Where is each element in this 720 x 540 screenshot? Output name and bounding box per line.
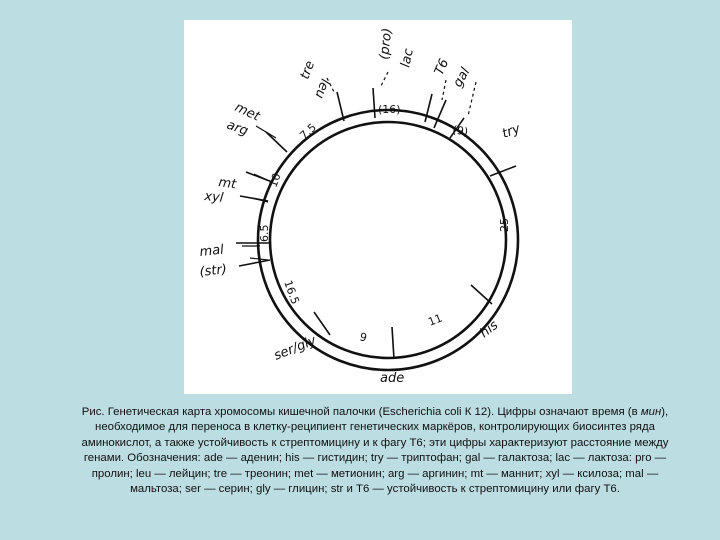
marker-ticks xyxy=(236,88,516,359)
tick-pro xyxy=(373,88,375,118)
label-try: try xyxy=(500,121,523,142)
label-xyl: xyl xyxy=(203,189,225,206)
time-16-5: 16.5 xyxy=(281,278,302,307)
tick-ade xyxy=(392,327,394,359)
label-ser-gly: ser/gly xyxy=(271,333,319,364)
time-10: 10 xyxy=(266,171,284,190)
guide-lac xyxy=(442,80,446,100)
label-gal: gal xyxy=(450,65,474,90)
tick-met xyxy=(266,132,287,152)
tick-tre xyxy=(337,92,344,121)
label-pro: (pro) xyxy=(377,27,396,61)
time-9b: 9 xyxy=(358,330,369,345)
time-11: 11 xyxy=(426,311,445,329)
time-6-5: 6.5 xyxy=(258,224,271,242)
time-7-5: 7.5 xyxy=(297,120,320,143)
label-str: (str) xyxy=(198,262,228,280)
label-leu: leu xyxy=(311,76,333,101)
tick-his xyxy=(471,285,492,304)
guide-pro xyxy=(380,72,388,88)
genetic-map-figure xyxy=(184,20,572,394)
caption-lead: Рис. xyxy=(81,406,105,418)
label-mt: mt xyxy=(217,175,238,193)
time-9a: (9) xyxy=(451,123,470,139)
tick-ser-gly xyxy=(314,312,330,335)
caption-text-1: Генетическая карта хромосомы кишечной палочки (Escherichia coli К 12). Цифры означают время (в xyxy=(107,406,641,418)
label-ade: ade xyxy=(380,371,405,386)
time-25: 25 xyxy=(498,218,511,232)
label-arg: arg xyxy=(224,117,251,140)
label-met: met xyxy=(232,100,263,125)
label-lac: lac xyxy=(398,47,417,69)
caption-unit: мин xyxy=(640,406,662,418)
tick-str xyxy=(239,260,270,266)
leader-met xyxy=(256,126,276,138)
chromosome-map xyxy=(184,20,572,394)
label-mal: mal xyxy=(198,242,225,260)
caption-text-2: ), необходимое для переноса в клетку-реципиент генетических маркёров, контролирующих биосинтез ряда аминокислот, а также устойчивость к стрептомицину и к фагу Т6; эти цифры характеризуют расстояние между генами. Обозначения: ade — аденин; his — гистидин; try — триптофан; gal — галактоза; lac — лактоза: pro — пролин; leu — лейцин; tre — треонин; met — метионин; arg — аргинин; mt — маннит; xyl — ксилоза; mal — мальтоза; ser — серин; gly — глицин; str и Т6 — устойчивость к стрептомицину или фагу Т6. xyxy=(81,406,669,496)
label-his: his xyxy=(477,317,502,342)
label-t6: T6 xyxy=(431,56,453,78)
label-tre: tre xyxy=(297,58,319,82)
figure-caption xyxy=(70,405,680,497)
time-16: (16) xyxy=(378,103,401,116)
outer-ring xyxy=(270,122,506,358)
guide-gal xyxy=(468,82,476,116)
tick-try xyxy=(490,166,516,176)
